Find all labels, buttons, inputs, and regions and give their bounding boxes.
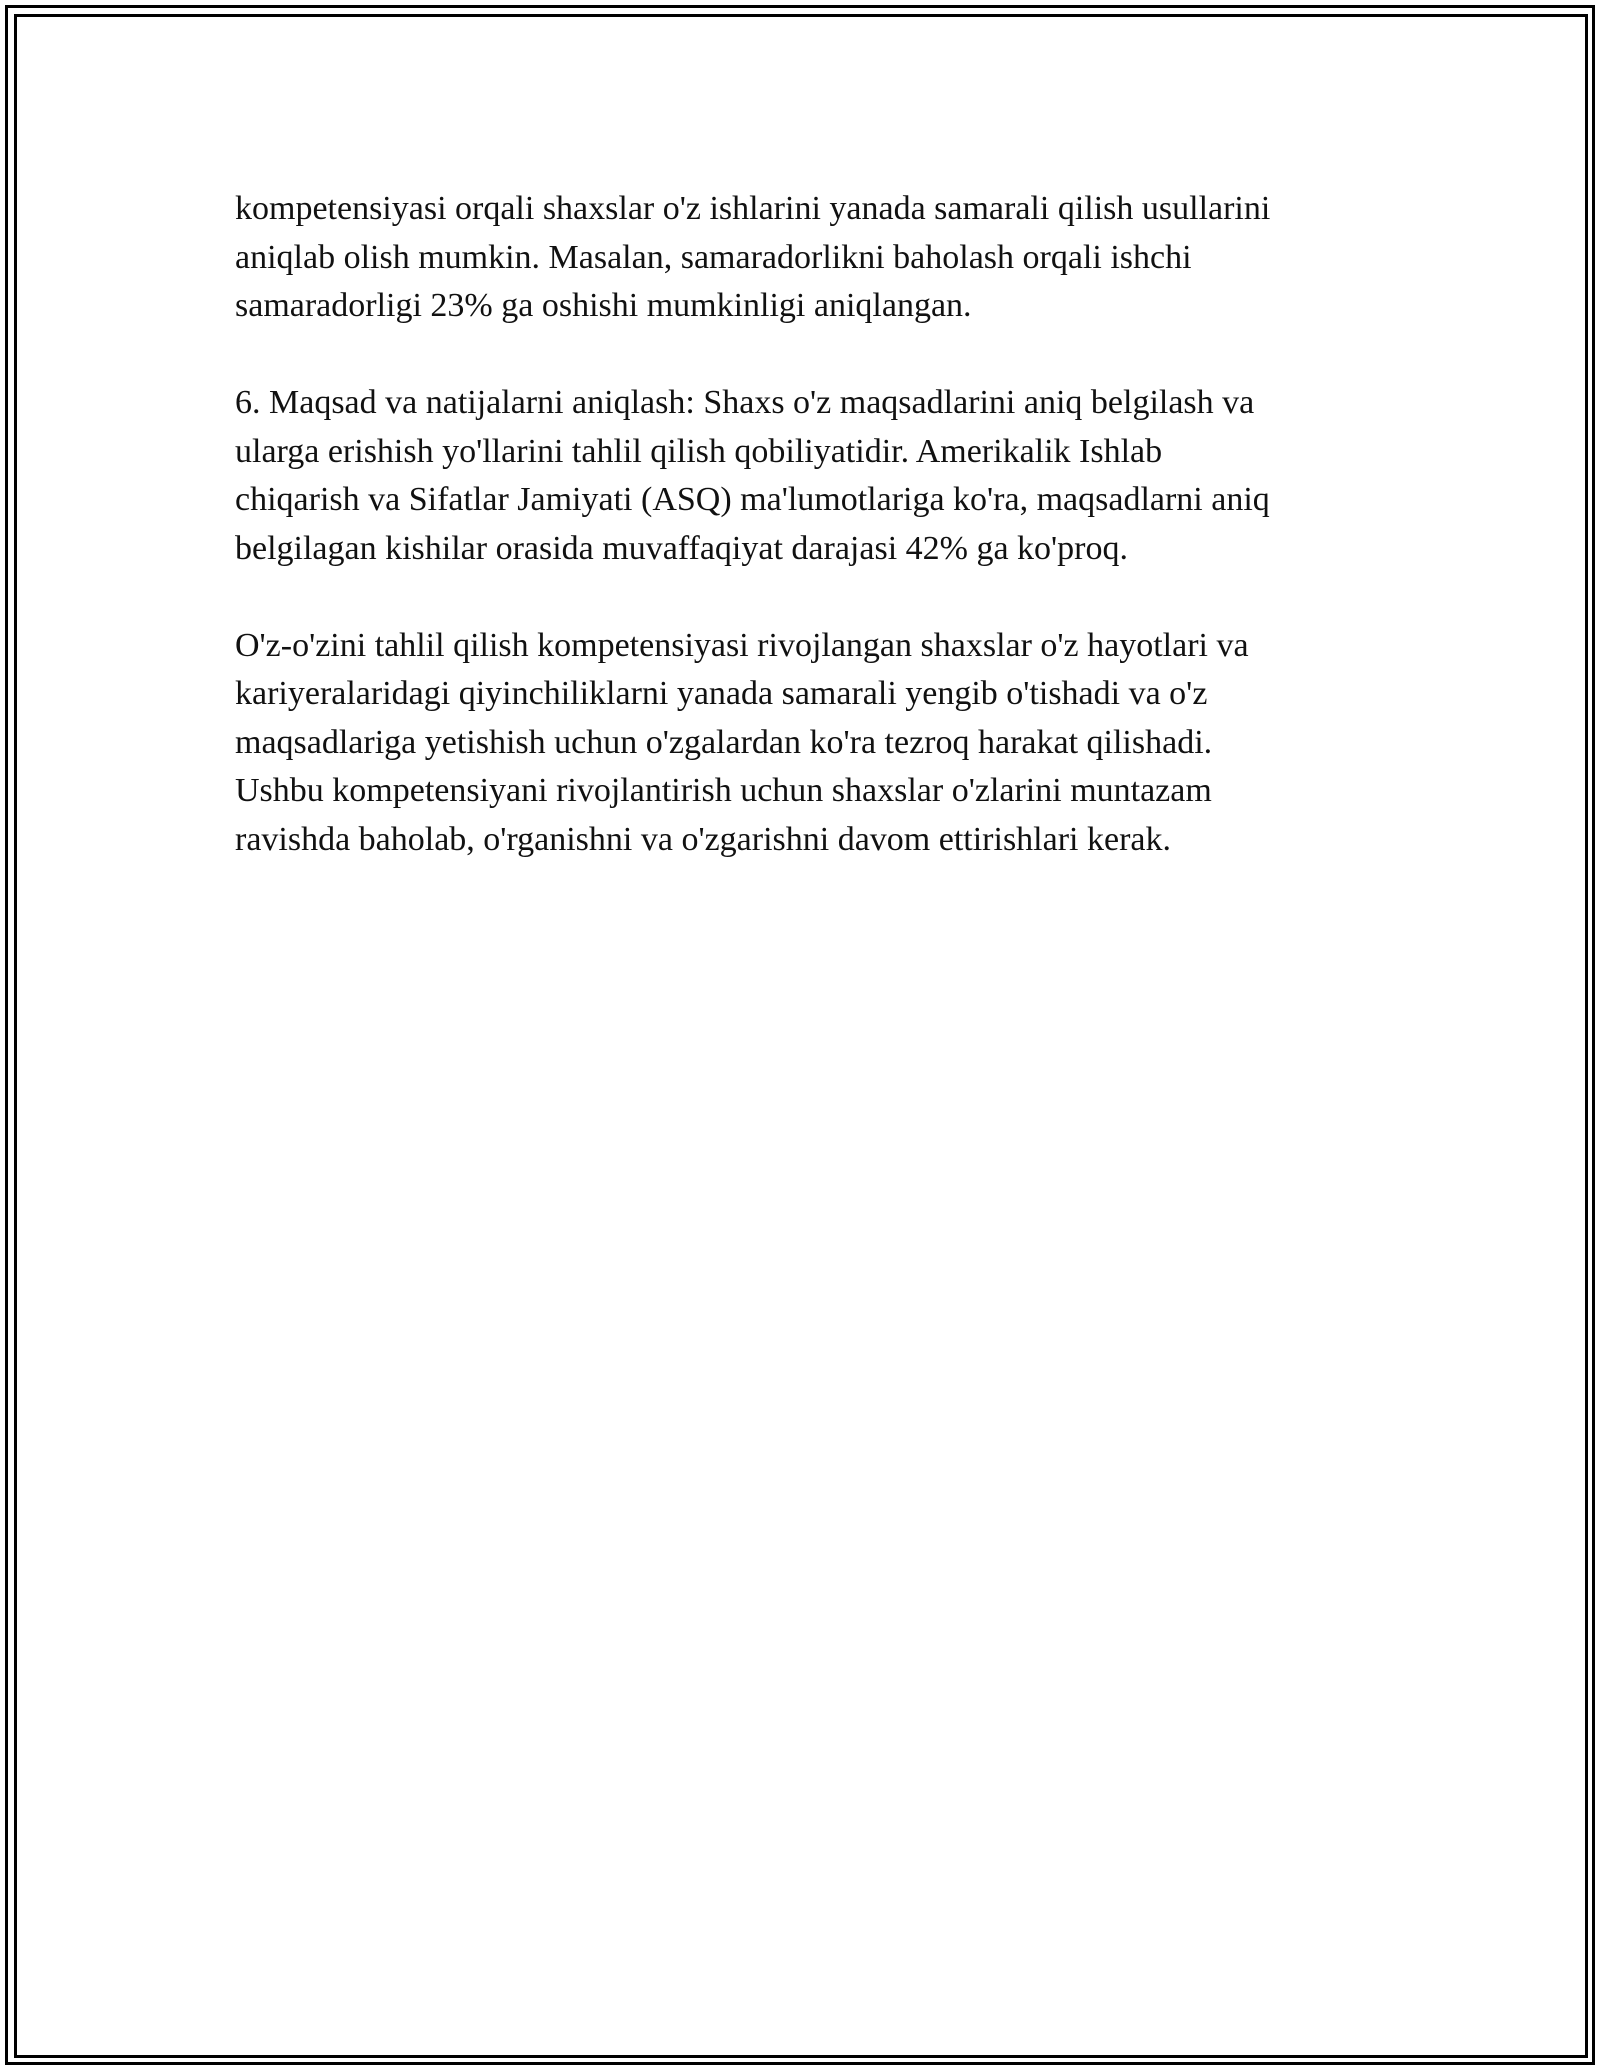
text-line: aniqlab olish mumkin. Masalan, samaradorlikni baholash orqali ishchi <box>235 238 1192 276</box>
text-line: belgilagan kishilar orasida muvaffaqiyat darajasi 42% ga ko'proq. <box>235 529 1128 567</box>
text-line: 6. Maqsad va natijalarni aniqlash: Shaxs o'z maqsadlarini aniq belgilash va <box>235 384 1255 421</box>
document-body <box>235 185 1375 913</box>
text-line: chiqarish va Sifatlar Jamiyati (ASQ) ma'lumotlariga ko'ra, maqsadlarni aniq <box>235 481 1270 518</box>
text-line: Ushbu kompetensiyani rivojlantirish uchun shaxslar o'zlarini muntazam <box>235 772 1212 809</box>
text-line: samaradorligi 23% ga oshishi mumkinligi aniqlangan. <box>235 287 972 324</box>
text-line: maqsadlariga yetishish uchun o'zgalardan ko'ra tezroq harakat qilishadi. <box>235 723 1213 761</box>
paragraph-goals-results <box>235 379 1375 573</box>
paragraph-competency-intro <box>235 185 1375 331</box>
text-line: O'z-o'zini tahlil qilish kompetensiyasi rivojlangan shaxslar o'z hayotlari va <box>235 626 1249 664</box>
paragraph-conclusion <box>235 622 1375 865</box>
text-line: kompetensiyasi orqali shaxslar o'z ishlarini yanada samarali qilish usullarini <box>235 190 1271 227</box>
text-line: ularga erishish yo'llarini tahlil qilish qobiliyatidir. Amerikalik Ishlab <box>235 432 1163 470</box>
text-line: kariyeralaridagi qiyinchiliklarni yanada samarali yengib o'tishadi va o'z <box>235 675 1208 712</box>
text-line: ravishda baholab, o'rganishni va o'zgarishni davom ettirishlari kerak. <box>235 820 1171 858</box>
